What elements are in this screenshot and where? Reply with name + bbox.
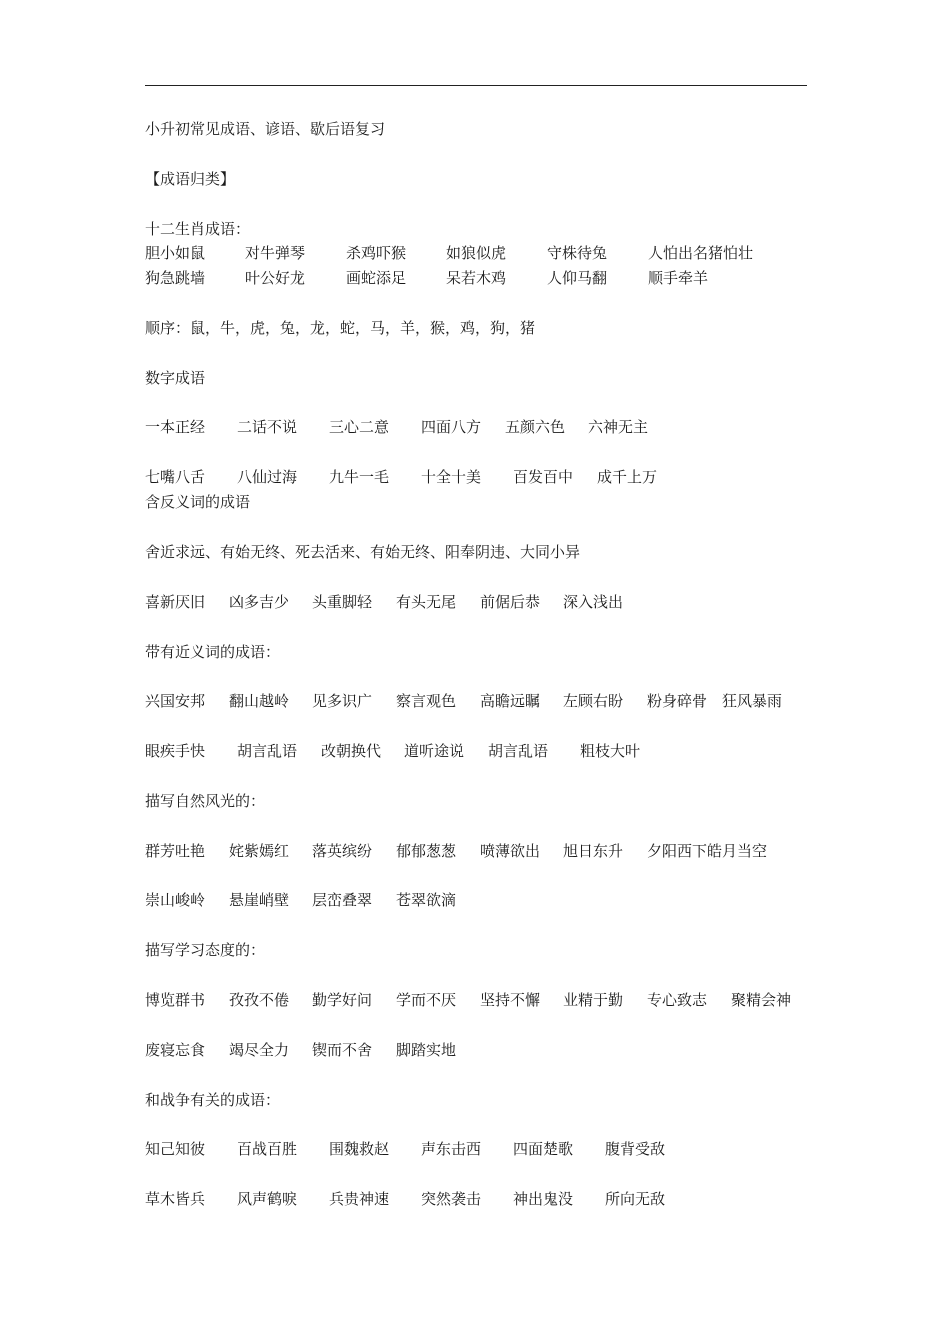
idiom: 所向无敌 [605,1190,666,1208]
idiom: 神出鬼没 [513,1190,574,1208]
idiom: 突然袭击 [421,1190,482,1208]
idiom: 见多识广 [312,692,373,710]
idiom: 百战百胜 [237,1140,298,1158]
idiom: 喷薄欲出 [480,842,541,860]
synonyms-heading: 带有近义词的成语： [145,643,281,661]
idiom: 凶多吉少 [229,593,290,611]
idiom: 悬崖峭壁 [229,891,290,909]
idiom: 成千上万 [597,468,658,486]
zodiac-heading: 十二生肖成语： [145,220,251,238]
idiom: 腹背受敌 [605,1140,666,1158]
idiom: 勤学好问 [312,991,373,1009]
idiom: 七嘴八舌 [145,468,206,486]
idiom: 三心二意 [329,418,390,436]
idiom: 旭日东升 [563,842,624,860]
idiom: 苍翠欲滴 [396,891,457,909]
idiom: 顺手牵羊 [648,269,709,287]
idiom: 兵贵神速 [329,1190,390,1208]
idiom: 四面八方 [421,418,482,436]
idiom: 废寝忘食 [145,1041,206,1059]
idiom: 博览群书 [145,991,206,1009]
idiom: 胡言乱语 [237,742,298,760]
idiom: 左顾右盼 [563,692,624,710]
idiom: 层峦叠翠 [312,891,373,909]
idiom: 头重脚轻 [312,593,373,611]
idiom: 声东击西 [421,1140,482,1158]
idiom: 八仙过海 [237,468,298,486]
idiom: 四面楚歌 [513,1140,574,1158]
idiom: 二话不说 [237,418,298,436]
idiom: 脚踏实地 [396,1041,457,1059]
study-heading: 描写学习态度的： [145,941,266,959]
idiom: 画蛇添足 [346,269,407,287]
header-rule [145,85,807,86]
idiom: 狗急跳墙 [145,269,206,287]
idiom: 十全十美 [421,468,482,486]
war-heading: 和战争有关的成语： [145,1091,281,1109]
idiom: 人怕出名猪怕壮 [648,244,754,262]
numbers-heading: 数字成语 [145,369,206,387]
idiom: 如狼似虎 [446,244,507,262]
idiom: 郁郁葱葱 [396,842,457,860]
idiom: 高瞻远瞩 [480,692,541,710]
idiom: 五颜六色 [505,418,566,436]
idiom: 业精于勤 [563,991,624,1009]
idiom: 草木皆兵 [145,1190,206,1208]
antonyms-heading: 含反义词的成语 [145,493,251,511]
idiom: 胆小如鼠 [145,244,206,262]
nature-heading: 描写自然风光的： [145,792,266,810]
idiom: 叶公好龙 [245,269,306,287]
idiom: 兴国安邦 [145,692,206,710]
idiom: 夕阳西下皓月当空 [647,842,768,860]
idiom: 胡言乱语 [488,742,549,760]
idiom: 翻山越岭 [229,692,290,710]
idiom: 守株待兔 [547,244,608,262]
idiom: 道听途说 [404,742,465,760]
idiom: 知己知彼 [145,1140,206,1158]
idiom: 围魏救赵 [329,1140,390,1158]
category-heading: 【成语归类】 [145,170,236,188]
idiom: 竭尽全力 [229,1041,290,1059]
idiom: 前倨后恭 [480,593,541,611]
idiom: 崇山峻岭 [145,891,206,909]
idiom: 落英缤纷 [312,842,373,860]
idiom: 杀鸡吓猴 [346,244,407,262]
idiom: 群芳吐艳 [145,842,206,860]
idiom: 眼疾手快 [145,742,206,760]
idiom: 粗枝大叶 [580,742,641,760]
zodiac-order: 顺序：鼠，牛，虎，兔，龙，蛇，马，羊，猴，鸡，狗，猪 [145,319,536,337]
idiom: 风声鹤唳 [237,1190,298,1208]
idiom: 孜孜不倦 [229,991,290,1009]
idiom: 对牛弹琴 [245,244,306,262]
idiom: 人仰马翻 [547,269,608,287]
idiom: 粉身碎骨 [647,692,708,710]
idiom: 喜新厌旧 [145,593,206,611]
idiom: 改朝换代 [321,742,382,760]
idiom: 姹紫嫣红 [229,842,290,860]
idiom: 察言观色 [396,692,457,710]
idiom: 百发百中 [513,468,574,486]
idiom: 六神无主 [588,418,649,436]
idiom: 有头无尾 [396,593,457,611]
antonyms-line-1: 舍近求远、有始无终、死去活来、有始无终、阳奉阴违、大同小异 [145,543,581,561]
idiom: 深入浅出 [563,593,624,611]
idiom: 一本正经 [145,418,206,436]
idiom: 锲而不舍 [312,1041,373,1059]
idiom: 学而不厌 [396,991,457,1009]
idiom: 专心致志 [647,991,708,1009]
idiom: 狂风暴雨 [722,692,783,710]
idiom: 呆若木鸡 [446,269,507,287]
idiom: 九牛一毛 [329,468,390,486]
idiom: 聚精会神 [731,991,792,1009]
idiom: 坚持不懈 [480,991,541,1009]
document-title: 小升初常见成语、谚语、歇后语复习 [145,120,386,138]
